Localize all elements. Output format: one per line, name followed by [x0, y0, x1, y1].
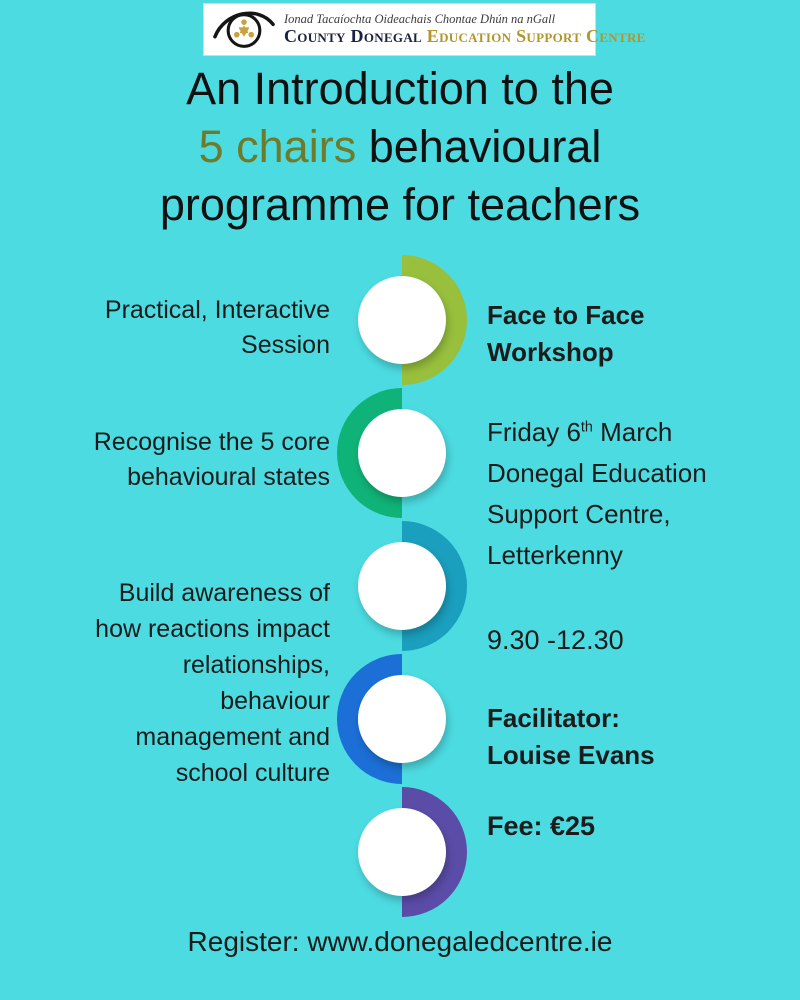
title-line-3: programme for teachers	[159, 179, 641, 230]
timeline-node-2	[358, 409, 446, 497]
event-venue: Donegal Education Support Centre, Letterkenny	[487, 458, 707, 570]
timeline-node-1	[358, 276, 446, 364]
title-line-2	[0, 118, 800, 176]
benefit-core-states: Recognise the 5 core behavioural states	[93, 428, 330, 491]
date-ordinal: th	[580, 419, 593, 436]
centre-name-block	[284, 12, 646, 47]
facilitator-block: Facilitator: Louise Evans	[487, 703, 655, 770]
date-month: March	[592, 417, 673, 447]
title-line-2-rest: behavioural	[356, 121, 602, 172]
event-time: 9.30 -12.30	[487, 625, 624, 655]
centre-logo-icon	[212, 5, 276, 54]
title-accent: 5 chairs	[198, 121, 357, 172]
benefit-build-awareness: Build awareness of how reactions impact relationships, behaviour management and school culture	[95, 579, 330, 787]
page-title	[0, 60, 800, 234]
title-line-1: An Introduction to the	[186, 63, 614, 114]
logo-banner	[203, 3, 646, 56]
date-venue-block	[487, 412, 707, 576]
timeline-node-5	[358, 808, 446, 896]
centre-name-county: County Donegal	[284, 26, 427, 47]
date-day: Friday 6	[487, 417, 581, 447]
timeline-node-4	[358, 675, 446, 763]
benefit-practical-session: Practical, Interactive Session	[104, 296, 330, 359]
centre-irish-name: Ionad Tacaíochta Oideachais Chontae Dhún na nGall	[284, 11, 556, 26]
workshop-format: Face to Face Workshop	[487, 300, 645, 367]
fee-label: Fee: €25	[487, 811, 596, 841]
centre-name-support: Education Support Centre	[426, 26, 646, 47]
register-line: Register: www.donegaledcentre.ie	[187, 926, 613, 957]
event-date	[487, 412, 707, 453]
timeline-node-3	[358, 542, 446, 630]
centre-english-name	[284, 26, 646, 47]
